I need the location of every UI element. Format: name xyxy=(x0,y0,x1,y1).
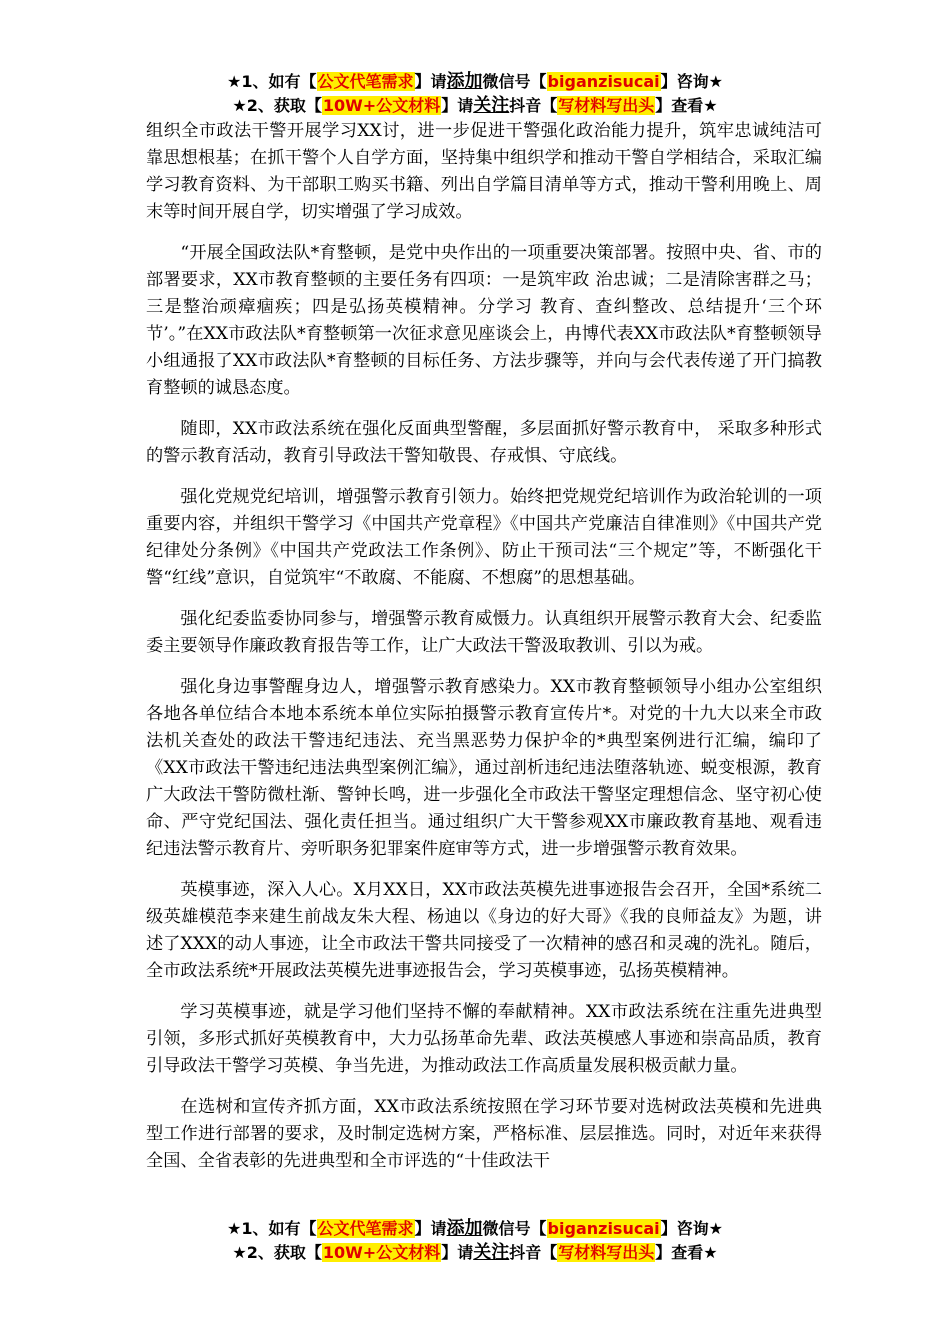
promo-highlight: 10W+公文材料 xyxy=(322,1243,441,1262)
promo-text: ★2、获取【 xyxy=(232,96,322,115)
promo-text: 】请 xyxy=(414,1219,447,1238)
paragraph: 组织全市政法干警开展学习XX讨，进一步促进干警强化政治能力提升，筑牢忠诚纯洁可靠思想根基；在抓干警个人自学方面，坚持集中组织学和推动干警自学相结合，采取汇编学习教育资料、为干部职工购买书籍、列出自学篇目清单等方式，推动干警利用晚上、周末等时间开展自学，切实增强了学习成效。 xyxy=(146,121,822,222)
promo-line-2 xyxy=(0,94,950,118)
promo-text: 】咨询★ xyxy=(660,1219,723,1238)
promo-text: 微信号【 xyxy=(482,1219,547,1238)
promo-underline: 添加 xyxy=(446,71,483,92)
paragraph: 在选树和宣传齐抓方面，XX市政法系统按照在学习环节要对选树政法英模和先进典型工作进行部署的要求，及时制定选树方案，严格标准、层层推选。同时，对近年来获得全国、全省表彰的先进典型和全市评选的“十佳政法干 xyxy=(146,1097,822,1171)
document-body xyxy=(146,118,822,1189)
promo-text: 】查看★ xyxy=(655,96,718,115)
promo-text: ★1、如有【 xyxy=(227,1219,317,1238)
promo-text: 】请 xyxy=(441,1243,474,1262)
promo-highlight: 公文代笔需求 xyxy=(317,1219,414,1238)
promo-highlight: 写材料写出头 xyxy=(558,1243,655,1262)
promo-highlight: 公文代笔需求 xyxy=(317,72,414,91)
promo-underline: 关注 xyxy=(473,1242,510,1263)
promo-highlight: 10W+公文材料 xyxy=(322,96,441,115)
promo-text: 】请 xyxy=(414,72,447,91)
promo-text: ★1、如有【 xyxy=(227,72,317,91)
header-banner xyxy=(0,70,950,118)
promo-text: 】查看★ xyxy=(655,1243,718,1262)
promo-text: 抖音【 xyxy=(509,96,558,115)
promo-line-2 xyxy=(0,1241,950,1265)
promo-line-1 xyxy=(0,70,950,94)
promo-text: 】咨询★ xyxy=(660,72,723,91)
paragraph: 随即，XX市政法系统在强化反面典型警醒，多层面抓好警示教育中， 采取多种形式的警示教育活动，教育引导政法干警知敬畏、存戒惧、守底线。 xyxy=(146,419,822,466)
paragraph: 强化身边事警醒身边人，增强警示教育感染力。XX市教育整顿领导小组办公室组织各地各单位结合本地本系统本单位实际拍摄警示教育宣传片*。对党的十九大以来全市政法机关查处的政法干警违纪违法、充当黑恶势力保护伞的*典型案例进行汇编，编印了《XX市政法干警违纪违法典型案例汇编》，通过剖析违纪违法堕落轨迹、蜕变根源，教育广大政法干警防微杜渐、警钟长鸣，进一步强化全市政法干警坚定理想信念、坚守初心使命、严守党纪国法、强化责任担当。通过组织广大干警参观XX市廉政教育基地、观看违纪违法警示教育片、旁听职务犯罪案件庭审等方式，进一步增强警示教育效果。 xyxy=(146,677,822,859)
promo-text: 】请 xyxy=(441,96,474,115)
promo-text: 微信号【 xyxy=(482,72,547,91)
paragraph: “开展全国政法队*育整顿，是党中央作出的一项重要决策部署。按照中央、省、市的部署要求，XX市教育整顿的主要任务有四项：一是筑牢政 治忠诚；二是清除害群之马；三是整治顽瘴痼疾；四是弘扬英模精神。分学习 教育、查纠整改、总结提升‘三个环节’。”在XX市政法队*育整顿第一次征求意见座谈会上，冉博代表XX市政法队*育整顿领导小组通报了XX市政法队*育整顿的目标任务、方法步骤等，并向与会代表传递了开门搞教育整顿的诚恳态度。 xyxy=(146,243,822,398)
promo-underline: 添加 xyxy=(446,1218,483,1239)
footer-banner xyxy=(0,1217,950,1265)
paragraph: 强化党规党纪培训，增强警示教育引领力。始终把党规党纪培训作为政治轮训的一项重要内容，并组织干警学习《中国共产党章程》《中国共产党廉洁自律准则》《中国共产党纪律处分条例》《中国共产党政法工作条例》、防止干预司法“三个规定”等，不断强化干警“红线”意识，自觉筑牢“不敢腐、不能腐、不想腐”的思想基础。 xyxy=(146,487,822,588)
promo-text: 抖音【 xyxy=(509,1243,558,1262)
promo-text: ★2、获取【 xyxy=(232,1243,322,1262)
paragraph: 学习英模事迹，就是学习他们坚持不懈的奉献精神。XX市政法系统在注重先进典型引领，多形式抓好英模教育中，大力弘扬革命先辈、政法英模感人事迹和崇高品质，教育引导政法干警学习英模、争当先进，为推动政法工作高质量发展积极贡献力量。 xyxy=(146,1002,822,1076)
promo-highlight: 写材料写出头 xyxy=(558,96,655,115)
promo-highlight: biganzisucai xyxy=(547,1219,660,1238)
paragraph: 英模事迹，深入人心。X月XX日，XX市政法英模先进事迹报告会召开，全国*系统二级英雄模范李来建生前战友朱大程、杨迪以《身边的好大哥》《我的良师益友》为题，讲述了XXX的动人事迹，让全市政法干警共同接受了一次精神的感召和灵魂的洗礼。随后，全市政法系统*开展政法英模先进事迹报告会，学习英模事迹，弘扬英模精神。 xyxy=(146,880,822,981)
paragraph: 强化纪委监委协同参与，增强警示教育威慑力。认真组织开展警示教育大会、纪委监委主要领导作廉政教育报告等工作，让广大政法干警汲取教训、引以为戒。 xyxy=(146,609,822,656)
promo-highlight: biganzisucai xyxy=(547,72,660,91)
promo-underline: 关注 xyxy=(473,95,510,116)
promo-line-1 xyxy=(0,1217,950,1241)
